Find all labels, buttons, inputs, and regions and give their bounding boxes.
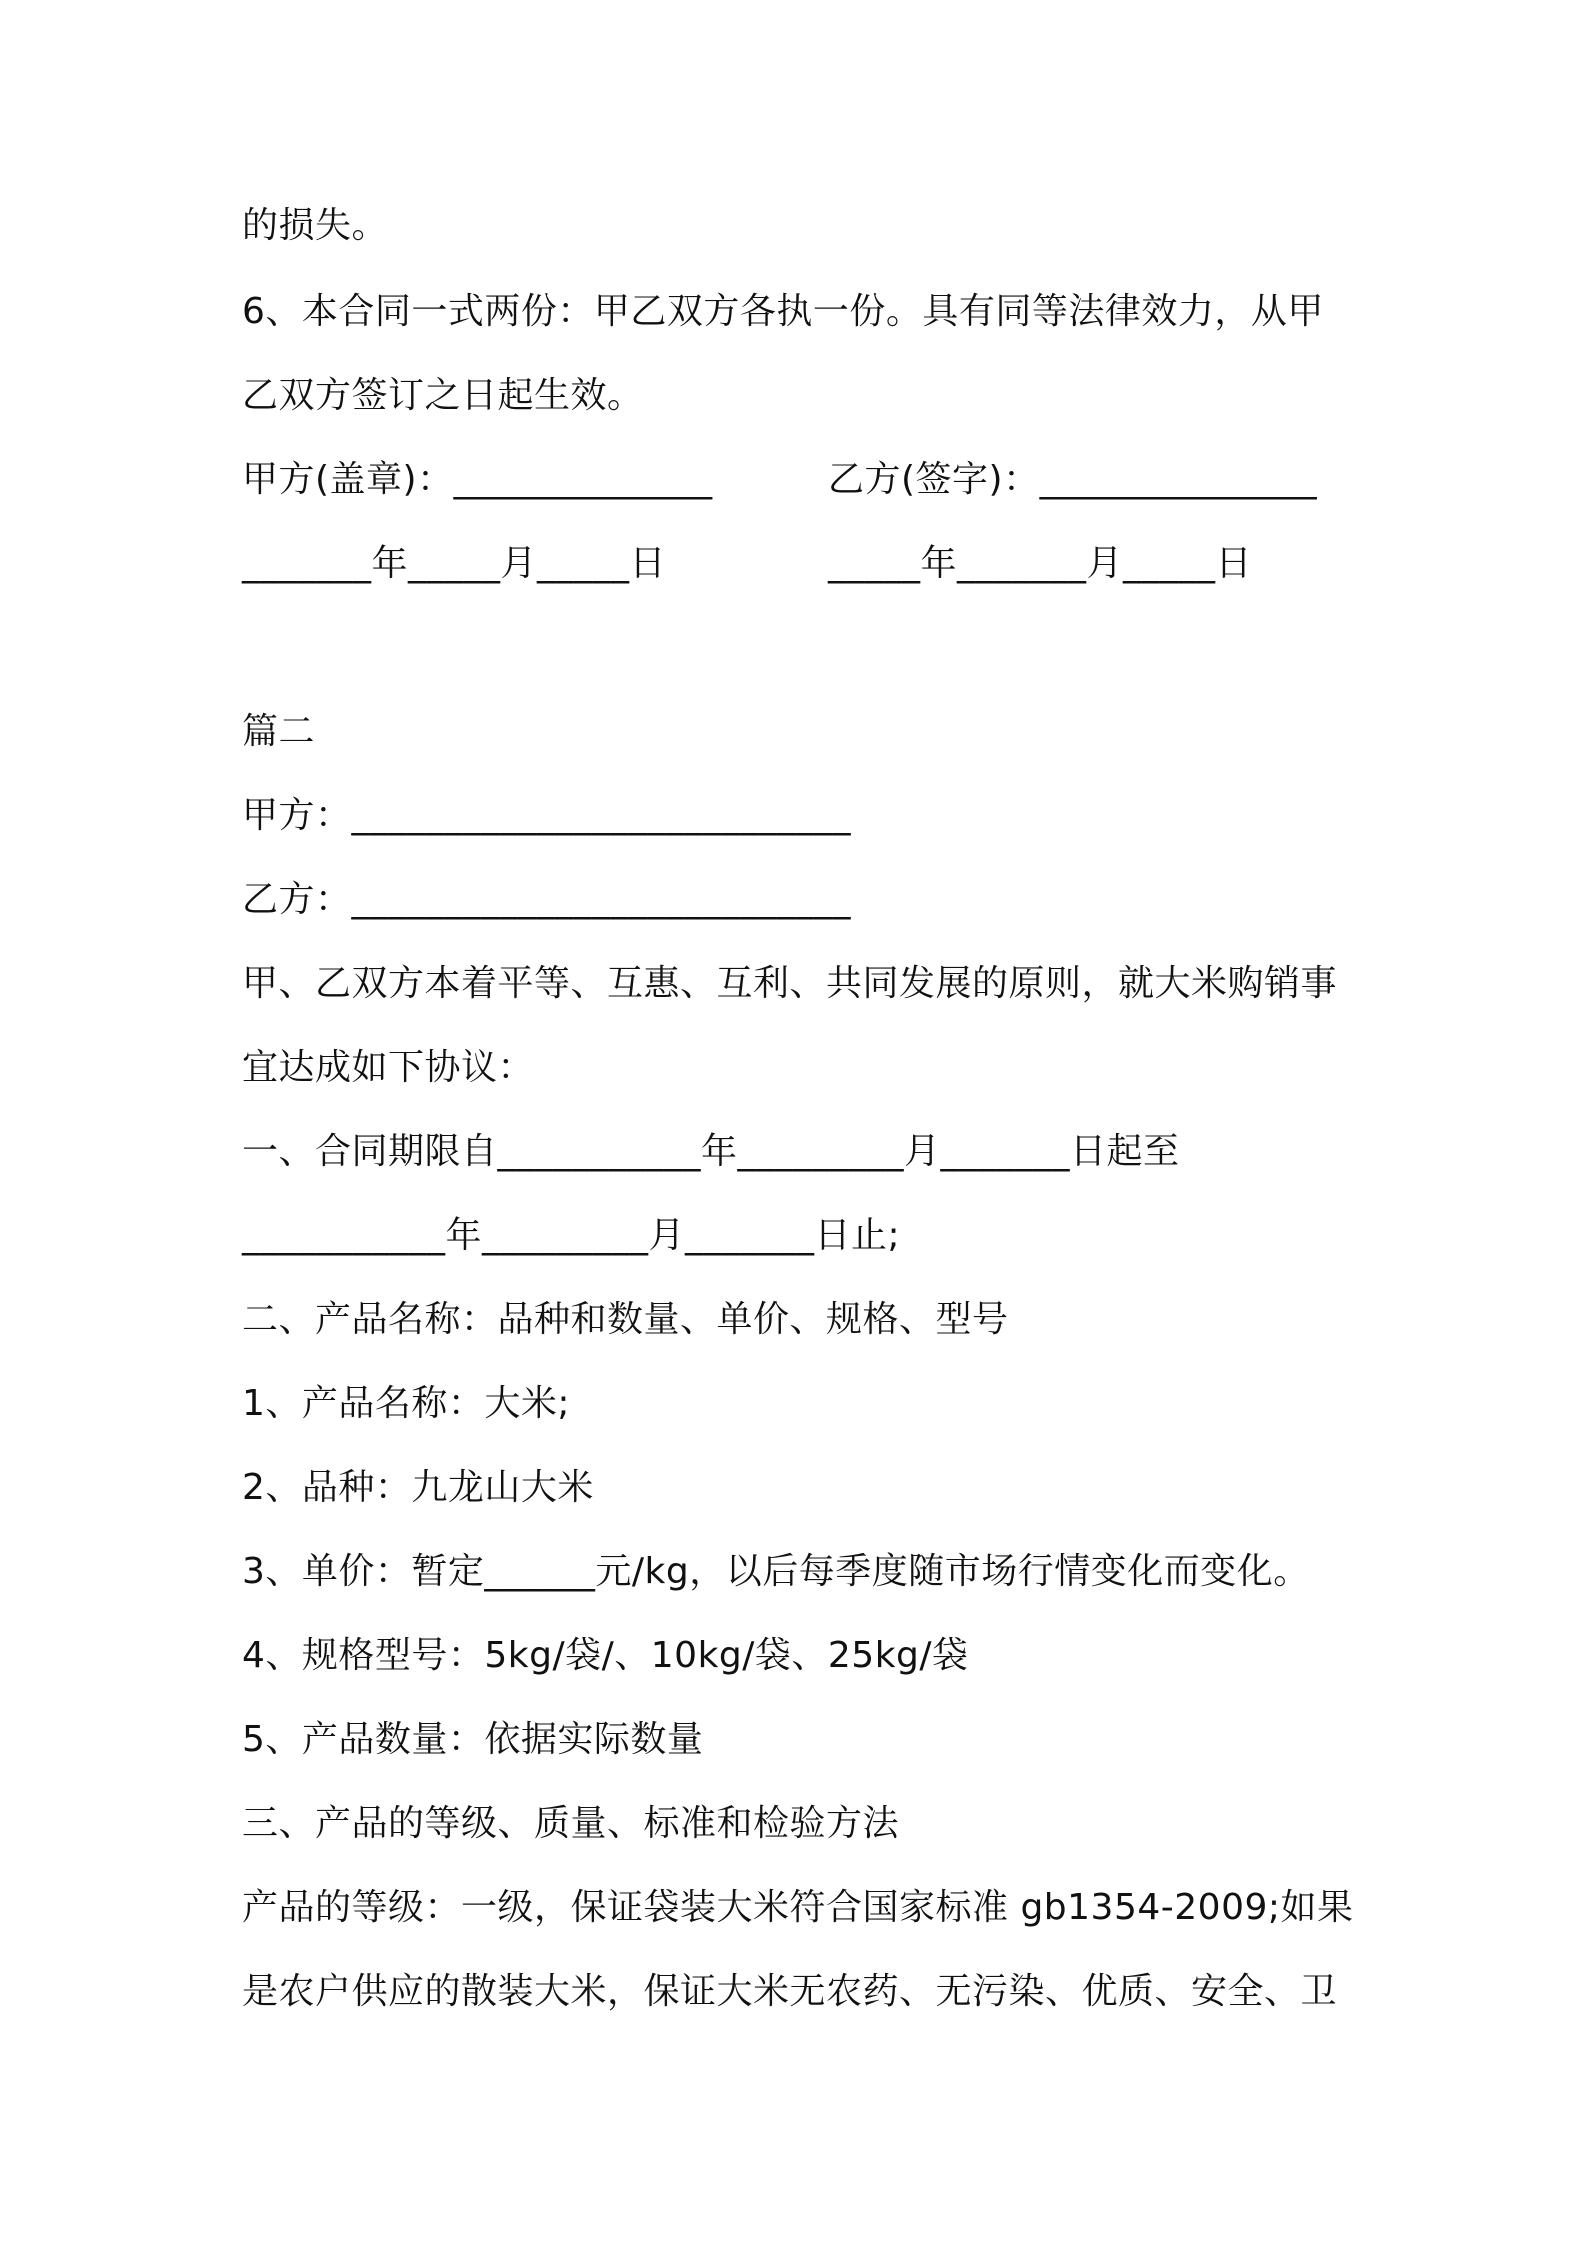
paragraph-line: 宜达成如下协议：	[242, 1047, 535, 1088]
paragraph-line: 6、本合同一式两份：甲乙双方各执一份。具有同等法律效力，从甲	[242, 291, 1324, 332]
paragraph-line: 甲、乙双方本着平等、互惠、互利、共同发展的原则，就大米购销事	[242, 963, 1338, 1004]
party-a-line: 甲方：___________________________	[242, 795, 852, 836]
paragraph-line: 的损失。	[242, 205, 389, 246]
paragraph-line: 二、产品名称：品种和数量、单价、规格、型号	[242, 1299, 1009, 1340]
paragraph-line: 产品的等级：一级，保证袋装大米符合国家标准 gb1354-2009;如果	[242, 1887, 1354, 1928]
paragraph-line: 乙双方签订之日起生效。	[242, 375, 644, 416]
paragraph-line: ___________年_________月_______日止;	[242, 1215, 901, 1256]
paragraph-line: 5、产品数量：依据实际数量	[242, 1719, 704, 1760]
paragraph-line: 4、规格型号：5kg/袋/、10kg/袋、25kg/袋	[242, 1635, 969, 1676]
paragraph-line: 1、产品名称：大米;	[242, 1383, 571, 1424]
party-a-seal-line: 甲方(盖章)：______________	[242, 459, 713, 500]
paragraph-line: 三、产品的等级、质量、标准和检验方法	[242, 1803, 900, 1844]
paragraph-line: 一、合同期限自___________年_________月_______日起至	[242, 1131, 1180, 1172]
party-b-sign-line: 乙方(签字)：_______________	[828, 459, 1318, 500]
party-b-line: 乙方：___________________________	[242, 879, 852, 920]
party-b-date-line: _____年_______月_____日	[828, 543, 1252, 584]
section-title: 篇二	[242, 711, 316, 752]
paragraph-line: 3、单价：暂定______元/kg，以后每季度随市场行情变化而变化。	[242, 1551, 1310, 1592]
paragraph-line: 是农户供应的散装大米，保证大米无农药、无污染、优质、安全、卫	[242, 1971, 1338, 2012]
party-a-date-line: _______年_____月_____日	[242, 543, 666, 584]
paragraph-line: 2、品种：九龙山大米	[242, 1467, 594, 1508]
